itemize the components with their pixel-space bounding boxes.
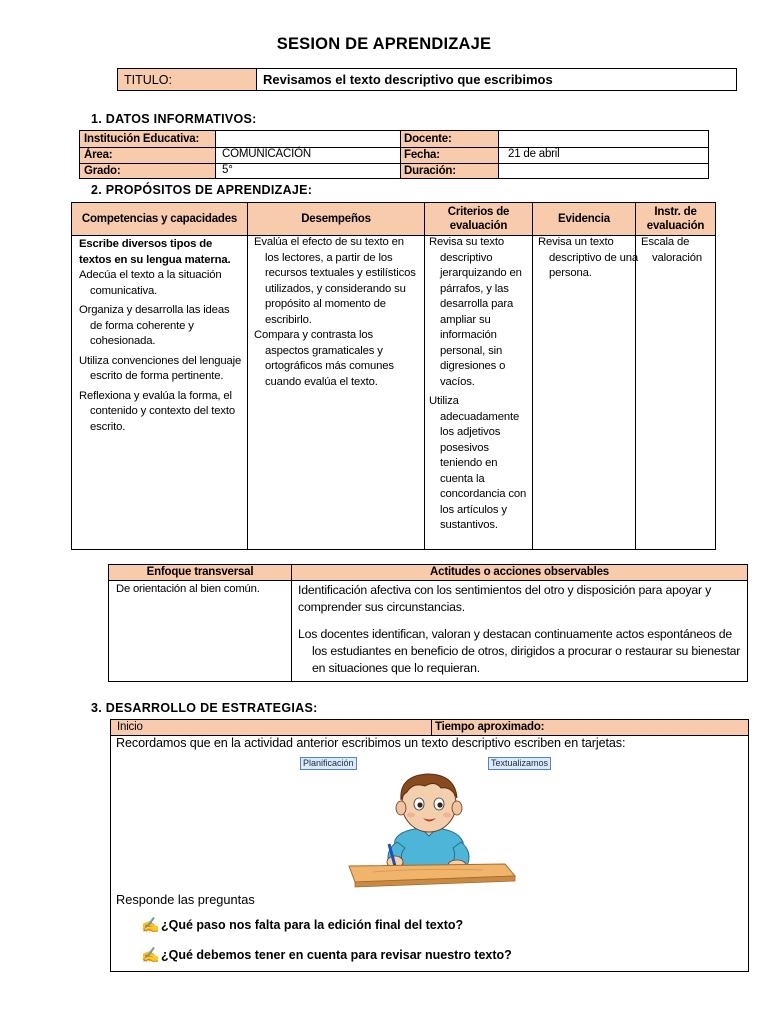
competencia-title: Escribe diversos tipos de textos en su lengua materna. (79, 238, 231, 266)
titulo-value: Revisamos el texto descriptivo que escribimos (263, 72, 553, 87)
writing-hand-icon: ✍ (141, 917, 160, 934)
capacidad-item: Reflexiona y evalúa la forma, el contenido y contexto del texto escrito. (79, 389, 235, 433)
card-textualizamos: Textualizamos (488, 757, 551, 770)
propositos-table (71, 202, 716, 550)
writing-hand-icon: ✍ (141, 947, 160, 964)
competencias-cell (79, 237, 244, 439)
actitudes-cell (298, 582, 744, 677)
enfoque-table (108, 564, 748, 682)
area-label: Área: (84, 149, 113, 161)
question-item: ¿Qué paso nos falta para la edición final del texto? (161, 918, 464, 932)
fecha-value: 21 de abril (508, 148, 560, 160)
section-propositos-heading: 2. PROPÓSITOS DE APRENDIZAJE: (91, 183, 313, 197)
boy-writing-illustration (343, 770, 518, 890)
enfoque-name: De orientación al bien común. (116, 583, 260, 595)
question-item: ¿Qué debemos tener en cuenta para revisar nuestro texto? (161, 948, 512, 962)
fecha-label: Fecha: (404, 149, 440, 161)
institucion-label: Institución Educativa: (84, 133, 200, 145)
header-competencias: Competencias y capacidades (81, 213, 238, 225)
header-criterios: Criterios de evaluación (447, 206, 510, 232)
header-actitudes: Actitudes o acciones observables (430, 566, 609, 578)
desempeno-item: Evalúa el efecto de su texto en los lectores, a partir de los recursos textuales y estilísticos utilizados, y considerando su propósito al momento de escribirlo. (254, 236, 416, 326)
section-datos-heading: 1. DATOS INFORMATIVOS: (91, 112, 257, 126)
header-enfoque: Enfoque transversal (146, 566, 254, 578)
card-planificacion: Planificación (300, 757, 357, 770)
datos-table (79, 130, 709, 179)
grado-value: 5° (222, 164, 233, 176)
evidencia-cell: Revisa un texto descriptivo de una persona. (538, 236, 638, 279)
criterio-item: Utiliza adecuadamente los adjetivos posesivos teniendo en cuenta la concordancia con los artículos y sustantivos. (429, 395, 527, 531)
responde-text: Responde las preguntas (116, 892, 255, 907)
titulo-label: TITULO: (118, 69, 257, 90)
grado-label: Grado: (84, 165, 121, 177)
area-value: COMUNICACIÓN (222, 148, 311, 160)
titulo-box (117, 68, 737, 91)
intro-text: Recordamos que en la actividad anterior escribimos un texto descriptivo escriben en tarjetas: (116, 736, 626, 750)
page-title: SESION DE APRENDIZAJE (276, 35, 492, 53)
desempenos-cell (254, 235, 416, 394)
duracion-label: Duración: (404, 165, 456, 177)
inicio-label: Inicio (117, 721, 143, 733)
desempeno-item: Compara y contrasta los aspectos gramaticales y ortográficos más comunes cuando evalúa el texto. (254, 329, 394, 388)
actitud-item: Identificación afectiva con los sentimientos del otro y disposición para apoyar y comprender sus circunstancias. (298, 583, 712, 614)
header-desempenos: Desempeños (301, 213, 371, 225)
header-instrumento: Instr. de evaluación (646, 206, 705, 232)
header-evidencia: Evidencia (558, 213, 610, 225)
criterios-cell (429, 235, 527, 538)
tiempo-label: Tiempo aproximado: (435, 721, 545, 733)
desarrollo-box (110, 719, 749, 972)
capacidad-item: Organiza y desarrolla las ideas de forma coherente y cohesionada. (79, 304, 230, 347)
capacidad-item: Utiliza convenciones del lenguaje escrito de forma pertinente. (79, 354, 242, 382)
criterio-item: Revisa su texto descriptivo jerarquizando en párrafos, y las desarrolla para ampliar su información personal, sin digresiones o vacíos. (429, 236, 522, 388)
instrumento-cell: Escala de valoración (641, 236, 702, 264)
actitud-item: Los docentes identifican, valoran y destacan continuamente actos espontáneos de los estudiantes en beneficio de otros, dirigidos a procurar o restaurar su bienestar en situaciones que lo requieran. (298, 627, 741, 675)
capacidad-item: Adecúa el texto a la situación comunicativa. (79, 269, 222, 297)
docente-label: Docente: (404, 133, 452, 145)
section-desarrollo-heading: 3. DESARROLLO DE ESTRATEGIAS: (91, 701, 318, 715)
